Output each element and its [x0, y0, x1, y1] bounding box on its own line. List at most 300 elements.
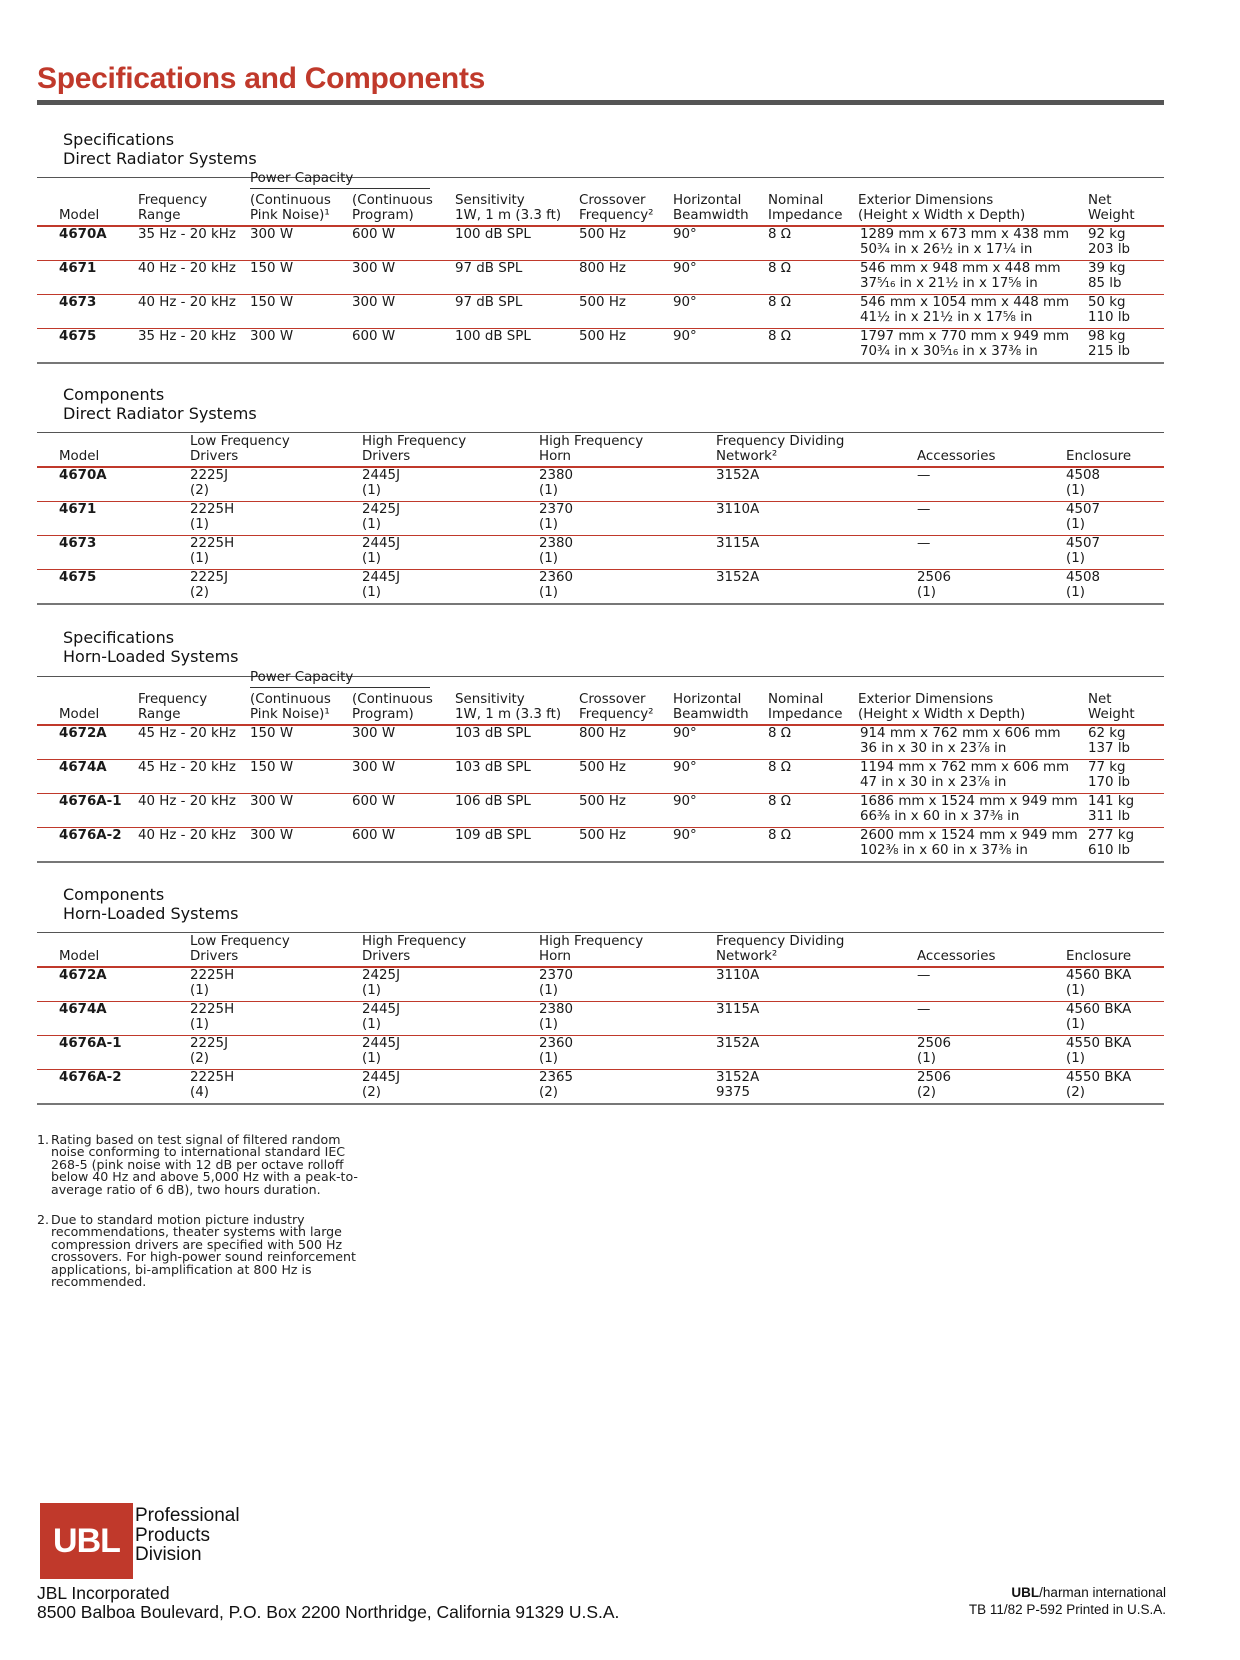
cell-lf1	[190, 469, 228, 498]
column-header	[59, 209, 99, 224]
column-header	[190, 935, 290, 964]
cell-xo: 500 Hz	[579, 828, 626, 843]
cell-pink: 150 W	[250, 261, 294, 276]
column-header	[579, 693, 654, 722]
cell-line: (1)	[539, 516, 558, 532]
cell-enc1	[1066, 469, 1100, 498]
cell-horn1	[539, 503, 573, 532]
cell-imp: 8 Ω	[768, 760, 792, 775]
cell-line: 4560 BKA	[1066, 1002, 1132, 1017]
cell-pink: 300 W	[250, 329, 294, 344]
column-header-line: Accessories	[917, 448, 996, 464]
cell-line: 2445J	[362, 468, 401, 483]
cell-prog: 300 W	[352, 726, 396, 741]
cell-line: 3110A	[716, 968, 760, 983]
table-row	[37, 329, 1164, 364]
footnote-2: 2. Due to standard motion picture industry recommendations, theater systems with large compression drivers are specified with 500 Hz crossovers. For high-power sound reinforcement applications, bi-amplification at 800 Hz is recommended.	[37, 1212, 356, 1290]
cell-wt	[1088, 761, 1130, 790]
cell-lf1	[190, 503, 234, 532]
cell-line: 914 mm x 762 mm x 606 mm	[860, 726, 1061, 741]
comp-direct-heading: Components Direct Radiator Systems	[63, 385, 257, 423]
cell-xo: 500 Hz	[579, 295, 626, 310]
cell-imp: 8 Ω	[768, 726, 792, 741]
column-header-line: Pink Noise)¹	[250, 706, 330, 722]
cell-line: 2225H	[190, 536, 235, 551]
column-header	[59, 950, 99, 965]
column-header	[1066, 450, 1131, 465]
cell-model: 4676A-2	[59, 828, 122, 843]
cell-line: 4671	[59, 502, 97, 517]
column-header	[59, 708, 99, 723]
cell-hf1	[362, 1071, 400, 1100]
cell-sens: 97 dB SPL	[455, 295, 523, 310]
column-header	[250, 693, 331, 722]
comp-direct-table	[37, 432, 1164, 605]
column-header-line: Exterior Dimensions	[858, 193, 994, 208]
cell-line: (1)	[539, 584, 558, 600]
column-header-line: Drivers	[190, 948, 239, 964]
cell-model: 4673	[59, 295, 97, 310]
cell-dim	[860, 761, 1069, 790]
table-row	[37, 227, 1164, 261]
cell-hf1	[362, 1037, 400, 1066]
cell-beam: 90°	[673, 760, 697, 775]
comp-horn-heading: Components Horn-Loaded Systems	[63, 885, 239, 923]
cell-imp: 8 Ω	[768, 295, 792, 310]
cell-lf1	[190, 571, 228, 600]
cell-line: 2445J	[362, 1036, 401, 1051]
column-header-line: Nominal	[768, 193, 824, 208]
column-header	[539, 935, 643, 964]
column-header	[539, 435, 643, 464]
cell-line: —	[917, 502, 931, 517]
cell-line: (2)	[539, 1084, 558, 1100]
cell-line: 50¾ in x 26½ in x 17¼ in	[860, 241, 1033, 257]
cell-line: (1)	[362, 516, 381, 532]
column-header-line: Model	[59, 207, 100, 223]
cell-dim	[860, 795, 1078, 824]
company-address: JBL Incorporated 8500 Balboa Boulevard, P.O. Box 2200 Northridge, California 91329 U.S.A.	[37, 1583, 620, 1622]
cell-line: 4560 BKA	[1066, 968, 1132, 983]
table-body	[37, 468, 1164, 605]
cell-line: 41½ in x 21½ in x 17⅝ in	[860, 309, 1033, 325]
cell-beam: 90°	[673, 227, 697, 242]
cell-line: 610 lb	[1088, 842, 1131, 858]
column-header	[716, 935, 844, 964]
cell-line: (1)	[362, 1050, 381, 1066]
cell-sens: 109 dB SPL	[455, 828, 531, 843]
cell-net1	[716, 1037, 759, 1052]
column-header-line: Horn	[539, 448, 572, 464]
cell-line: 9375	[716, 1084, 751, 1100]
title-rule	[37, 100, 1164, 105]
cell-beam: 90°	[673, 295, 697, 310]
cell-lf1	[190, 1071, 234, 1100]
cell-line: (1)	[190, 982, 209, 998]
cell-beam: 90°	[673, 794, 697, 809]
cell-line: (1)	[1066, 550, 1085, 566]
cell-line: 4550 BKA	[1066, 1036, 1132, 1051]
table-row	[37, 1036, 1164, 1070]
cell-line: 170 lb	[1088, 774, 1131, 790]
power-capacity-header: Power Capacity	[250, 670, 354, 685]
column-header-line: Frequency²	[579, 706, 654, 722]
cell-range: 45 Hz - 20 kHz	[138, 726, 236, 741]
column-header-line: Network²	[716, 948, 778, 964]
cell-net1	[716, 469, 759, 484]
comp-horn-table	[37, 932, 1164, 1105]
column-header-line: (Continuous	[352, 692, 433, 707]
cell-line: 3152A	[716, 1036, 760, 1051]
cell-line: 3110A	[716, 502, 760, 517]
cell-line: 2380	[539, 1002, 574, 1017]
column-header-line: Accessories	[917, 948, 996, 964]
table-row	[37, 570, 1164, 605]
cell-acc1	[917, 1037, 951, 1066]
cell-line: 1797 mm x 770 mm x 949 mm	[860, 329, 1070, 344]
cell-dim	[860, 727, 1061, 756]
column-header	[1066, 950, 1131, 965]
cell-line: 2445J	[362, 536, 401, 551]
cell-line: 2445J	[362, 570, 401, 585]
column-header-line: Beamwidth	[673, 706, 749, 722]
cell-line: 3115A	[716, 1002, 760, 1017]
cell-line: (1)	[362, 550, 381, 566]
cell-line: 2425J	[362, 968, 401, 983]
cell-xo: 800 Hz	[579, 261, 626, 276]
table-row	[37, 794, 1164, 828]
column-header-line: Range	[138, 706, 181, 722]
column-header	[362, 435, 466, 464]
cell-line: 2380	[539, 468, 574, 483]
cell-line: 1686 mm x 1524 mm x 949 mm	[860, 794, 1078, 809]
column-header-line: High Frequency	[539, 934, 644, 949]
cell-line: 2370	[539, 968, 574, 983]
cell-acc1	[917, 969, 930, 984]
cell-wt	[1088, 727, 1130, 756]
column-header-line: (Height x Width x Depth)	[858, 207, 1026, 223]
column-header-line: Low Frequency	[190, 934, 290, 949]
column-header	[858, 194, 1025, 223]
footnote-1: 1. Rating based on test signal of filtered random noise conforming to international standard IEC 268-5 (pink noise with 12 dB per octave rolloff below 40 Hz and above 5,000 Hz with a peak-to-average ratio of 6 dB), two hours duration.	[37, 1132, 358, 1197]
cell-wt	[1088, 228, 1130, 257]
cell-sens: 106 dB SPL	[455, 794, 531, 809]
column-header-line: Horizontal	[673, 193, 742, 208]
cell-sens: 103 dB SPL	[455, 726, 531, 741]
cell-line: 4675	[59, 570, 97, 585]
column-header	[352, 194, 433, 223]
cell-line: 2225H	[190, 1070, 235, 1085]
column-header-line: Low Frequency	[190, 434, 290, 449]
cell-line: (1)	[362, 584, 381, 600]
cell-line: (1)	[1066, 1050, 1085, 1066]
cell-pink: 150 W	[250, 295, 294, 310]
cell-prog: 600 W	[352, 828, 396, 843]
cell-lf1	[190, 537, 234, 566]
column-header-line: Model	[59, 448, 100, 464]
cell-model	[59, 469, 107, 484]
column-header-line: Frequency²	[579, 207, 654, 223]
cell-line: (1)	[539, 982, 558, 998]
cell-line: 77 kg	[1088, 760, 1126, 775]
cell-line: 2360	[539, 1036, 574, 1051]
cell-line: (2)	[362, 1084, 381, 1100]
column-header-line: (Continuous	[250, 193, 331, 208]
table-body	[37, 968, 1164, 1105]
cell-line: (1)	[1066, 982, 1085, 998]
column-header-line: (Height x Width x Depth)	[858, 706, 1026, 722]
cell-model: 4676A-1	[59, 794, 122, 809]
cell-line: 4670A	[59, 468, 107, 483]
cell-line: 2506	[917, 1036, 952, 1051]
power-capacity-rule	[250, 687, 430, 688]
cell-range: 35 Hz - 20 kHz	[138, 227, 236, 242]
cell-imp: 8 Ω	[768, 828, 792, 843]
column-header	[1088, 693, 1135, 722]
cell-enc1	[1066, 1071, 1131, 1100]
column-header-line: Impedance	[768, 207, 843, 223]
cell-line: 137 lb	[1088, 740, 1131, 756]
table-row	[37, 1002, 1164, 1036]
cell-hf1	[362, 503, 400, 532]
cell-prog: 600 W	[352, 329, 396, 344]
cell-horn1	[539, 969, 573, 998]
cell-line: 2225J	[190, 1036, 229, 1051]
cell-net1	[716, 969, 759, 984]
cell-imp: 8 Ω	[768, 794, 792, 809]
cell-line: (1)	[917, 1050, 936, 1066]
column-header-line: Drivers	[362, 948, 411, 964]
cell-range: 40 Hz - 20 kHz	[138, 295, 236, 310]
column-header-line: Range	[138, 207, 181, 223]
cell-sens: 100 dB SPL	[455, 227, 531, 242]
table-row	[37, 1070, 1164, 1105]
cell-line: 2600 mm x 1524 mm x 949 mm	[860, 828, 1078, 843]
cell-line: 4507	[1066, 502, 1101, 517]
cell-line: 4674A	[59, 1002, 107, 1017]
cell-line: 4672A	[59, 968, 107, 983]
cell-sens: 100 dB SPL	[455, 329, 531, 344]
cell-line: 1194 mm x 762 mm x 606 mm	[860, 760, 1070, 775]
cell-line: 2225J	[190, 570, 229, 585]
footer-info: UBL/harman international TB 11/82 P-592 Printed in U.S.A.	[968, 1585, 1166, 1617]
cell-enc1	[1066, 969, 1131, 998]
power-capacity-header: Power Capacity	[250, 171, 354, 186]
column-header-line: Weight	[1088, 706, 1135, 722]
column-header-line: Frequency Dividing	[716, 434, 845, 449]
cell-wt	[1088, 829, 1134, 858]
cell-model	[59, 969, 107, 984]
cell-line: 2425J	[362, 502, 401, 517]
column-header-line: High Frequency	[362, 934, 467, 949]
cell-line: (1)	[539, 1050, 558, 1066]
cell-line: 277 kg	[1088, 828, 1135, 843]
cell-line: 36 in x 30 in x 23⅞ in	[860, 740, 1007, 756]
column-header	[455, 194, 561, 223]
cell-pink: 300 W	[250, 828, 294, 843]
column-header	[858, 693, 1025, 722]
cell-line: 2225H	[190, 968, 235, 983]
cell-line: —	[917, 968, 931, 983]
cell-range: 40 Hz - 20 kHz	[138, 261, 236, 276]
cell-line: (1)	[917, 584, 936, 600]
cell-line: 110 lb	[1088, 309, 1131, 325]
cell-sens: 97 dB SPL	[455, 261, 523, 276]
cell-line: 70¾ in x 30⁵⁄₁₆ in x 37⅜ in	[860, 343, 1038, 359]
column-header-line: Exterior Dimensions	[858, 692, 994, 707]
cell-range: 40 Hz - 20 kHz	[138, 794, 236, 809]
cell-range: 45 Hz - 20 kHz	[138, 760, 236, 775]
table-row	[37, 968, 1164, 1002]
cell-line: 47 in x 30 in x 23⅞ in	[860, 774, 1007, 790]
cell-model: 4675	[59, 329, 97, 344]
cell-dim	[860, 330, 1069, 359]
table-row	[37, 261, 1164, 295]
cell-line: (2)	[1066, 1084, 1085, 1100]
column-header	[673, 194, 749, 223]
cell-wt	[1088, 296, 1130, 325]
cell-wt	[1088, 330, 1130, 359]
cell-enc1	[1066, 1037, 1131, 1066]
spec-direct-heading: Specifications Direct Radiator Systems	[63, 130, 257, 168]
spec-horn-table	[37, 670, 1164, 863]
cell-acc1	[917, 469, 930, 484]
cell-acc1	[917, 503, 930, 518]
column-header-line: Net	[1088, 193, 1112, 208]
cell-line: 4508	[1066, 468, 1101, 483]
cell-line: 62 kg	[1088, 726, 1126, 741]
cell-line: 546 mm x 1054 mm x 448 mm	[860, 295, 1070, 310]
cell-net1	[716, 571, 759, 586]
column-header-line: High Frequency	[539, 434, 644, 449]
cell-line: (2)	[190, 584, 209, 600]
cell-line: 2365	[539, 1070, 574, 1085]
column-header-line: Frequency	[138, 193, 208, 208]
cell-beam: 90°	[673, 726, 697, 741]
column-header-line: (Continuous	[352, 193, 433, 208]
cell-line: 4508	[1066, 570, 1101, 585]
cell-enc1	[1066, 503, 1100, 532]
cell-line: 102⅜ in x 60 in x 37⅜ in	[860, 842, 1028, 858]
column-header-line: Frequency Dividing	[716, 934, 845, 949]
cell-horn1	[539, 1037, 573, 1066]
cell-line: 2370	[539, 502, 574, 517]
cell-range: 40 Hz - 20 kHz	[138, 828, 236, 843]
column-header-line: Model	[59, 706, 100, 722]
cell-line: 1289 mm x 673 mm x 438 mm	[860, 227, 1070, 242]
cell-line: 37⁵⁄₁₆ in x 21½ in x 17⅝ in	[860, 275, 1038, 291]
cell-beam: 90°	[673, 261, 697, 276]
column-header-line: Net	[1088, 692, 1112, 707]
cell-enc1	[1066, 1003, 1131, 1032]
cell-line: (1)	[1066, 1016, 1085, 1032]
cell-line: 50 kg	[1088, 295, 1126, 310]
cell-pink: 300 W	[250, 227, 294, 242]
cell-line: 2225H	[190, 502, 235, 517]
cell-wt	[1088, 795, 1134, 824]
cell-line: —	[917, 1002, 931, 1017]
column-header-line: Model	[59, 948, 100, 964]
cell-model: 4674A	[59, 760, 107, 775]
column-header-line: Pink Noise)¹	[250, 207, 330, 223]
column-header	[352, 693, 433, 722]
column-header-line: Sensitivity	[455, 193, 525, 208]
cell-horn1	[539, 537, 573, 566]
cell-pink: 150 W	[250, 726, 294, 741]
column-header-line: (Continuous	[250, 692, 331, 707]
cell-model	[59, 1003, 107, 1018]
column-header-line: Enclosure	[1066, 948, 1132, 964]
cell-line: 311 lb	[1088, 808, 1131, 824]
column-header-line: Crossover	[579, 692, 646, 707]
column-header-line: Sensitivity	[455, 692, 525, 707]
column-header-line: Program)	[352, 706, 414, 722]
cell-net1	[716, 537, 759, 552]
page-title: Specifications and Components	[37, 62, 486, 95]
column-header	[138, 693, 207, 722]
column-header	[768, 194, 843, 223]
column-header-line: Impedance	[768, 706, 843, 722]
jbl-logo: UBL	[40, 1503, 133, 1579]
cell-line: 4676A-1	[59, 1036, 122, 1051]
cell-line: (1)	[1066, 482, 1085, 498]
cell-xo: 500 Hz	[579, 794, 626, 809]
cell-dim	[860, 228, 1069, 257]
column-header	[673, 693, 749, 722]
footer-brand: UBL	[1011, 1585, 1040, 1600]
table-body	[37, 227, 1164, 364]
cell-acc1	[917, 537, 930, 552]
cell-net1	[716, 1071, 759, 1100]
cell-hf1	[362, 537, 400, 566]
cell-line: 92 kg	[1088, 227, 1126, 242]
cell-line: 2225J	[190, 468, 229, 483]
table-header-row	[37, 670, 1164, 726]
cell-wt	[1088, 262, 1126, 291]
column-header	[1088, 194, 1135, 223]
column-header	[579, 194, 654, 223]
cell-line: —	[917, 536, 931, 551]
cell-line: (1)	[539, 1016, 558, 1032]
cell-line: 4550 BKA	[1066, 1070, 1132, 1085]
cell-net1	[716, 503, 759, 518]
table-header-row	[37, 932, 1164, 968]
cell-acc1	[917, 571, 951, 600]
cell-line: 3115A	[716, 536, 760, 551]
column-header-line: 1W, 1 m (3.3 ft)	[455, 706, 562, 722]
cell-line: (1)	[190, 550, 209, 566]
table-body	[37, 726, 1164, 863]
column-header-line: Nominal	[768, 692, 824, 707]
cell-model: 4670A	[59, 227, 107, 242]
table-row	[37, 502, 1164, 536]
cell-horn1	[539, 571, 573, 600]
table-row	[37, 726, 1164, 760]
cell-range: 35 Hz - 20 kHz	[138, 329, 236, 344]
cell-line: 215 lb	[1088, 343, 1131, 359]
cell-hf1	[362, 469, 400, 498]
cell-dim	[860, 262, 1061, 291]
division-name: Professional Products Division	[135, 1505, 240, 1565]
cell-line: 2445J	[362, 1070, 401, 1085]
cell-xo: 500 Hz	[579, 760, 626, 775]
cell-horn1	[539, 1003, 573, 1032]
power-capacity-rule	[250, 188, 430, 189]
cell-pink: 150 W	[250, 760, 294, 775]
table-header-row	[37, 432, 1164, 468]
cell-line: 39 kg	[1088, 261, 1126, 276]
cell-line: (1)	[190, 1016, 209, 1032]
